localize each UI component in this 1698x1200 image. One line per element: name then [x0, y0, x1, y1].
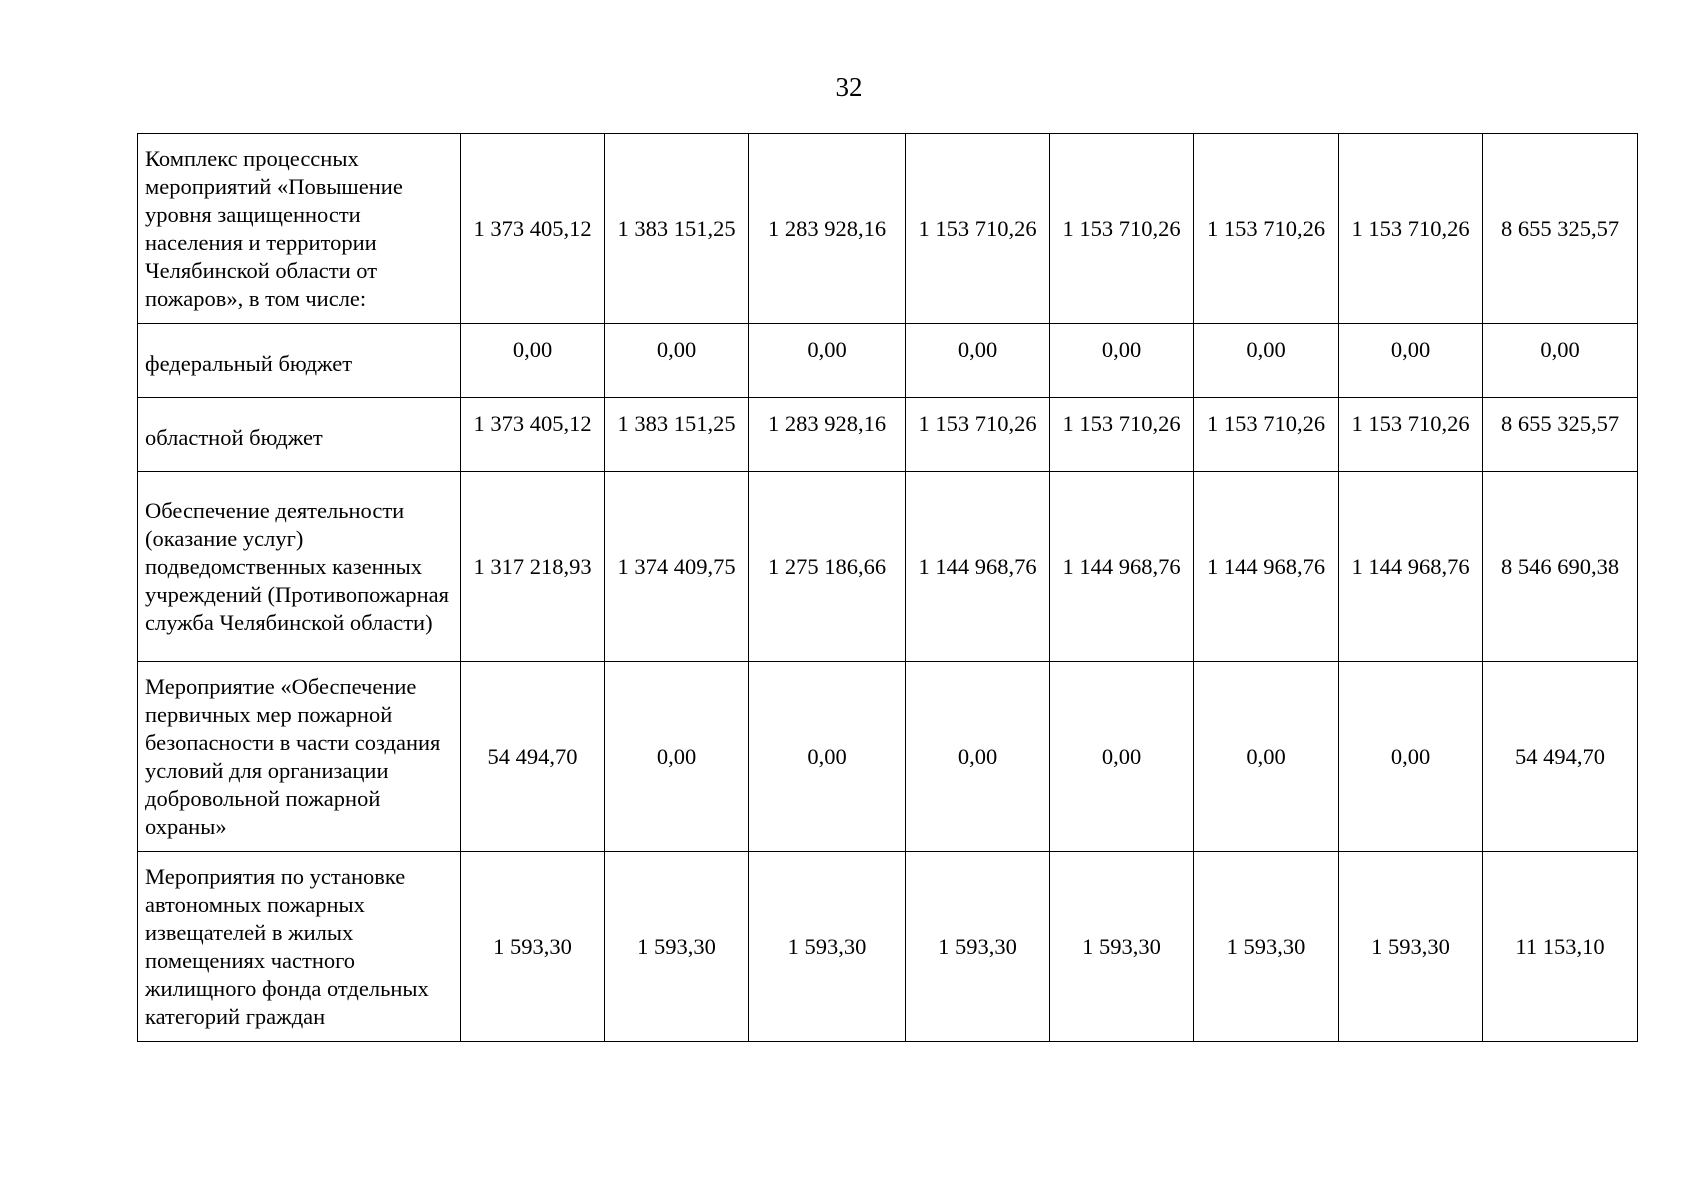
- row-label: Мероприятие «Обеспечение первичных мер пожарной безопасности в части создания условий для организации добровольной пожарной охраны»: [138, 662, 461, 852]
- table-cell: 0,00: [1194, 662, 1339, 852]
- table-cell: 0,00: [1050, 324, 1194, 398]
- table-cell: 1 373 405,12: [461, 134, 605, 324]
- table-cell: 0,00: [1050, 662, 1194, 852]
- table-cell-total: 8 546 690,38: [1483, 472, 1638, 662]
- table-cell-total: 0,00: [1483, 324, 1638, 398]
- table-cell: 1 593,30: [1194, 852, 1339, 1042]
- row-label: Комплекс процессных мероприятий «Повышение уровня защищенности населения и территории Челябинской области от пожаров», в том числе:: [138, 134, 461, 324]
- table-cell: 1 153 710,26: [1339, 398, 1483, 472]
- table-cell: 1 593,30: [1050, 852, 1194, 1042]
- table-cell: 1 593,30: [906, 852, 1050, 1042]
- table-cell: 1 374 409,75: [605, 472, 749, 662]
- table-cell: 0,00: [1339, 324, 1483, 398]
- table-cell: 1 373 405,12: [461, 398, 605, 472]
- table-cell: 1 593,30: [605, 852, 749, 1042]
- table-row: [138, 134, 1638, 324]
- table-cell: 54 494,70: [461, 662, 605, 852]
- table-cell: 1 593,30: [461, 852, 605, 1042]
- table-cell-total: 8 655 325,57: [1483, 398, 1638, 472]
- table-cell: 1 153 710,26: [1194, 134, 1339, 324]
- table-cell: 0,00: [461, 324, 605, 398]
- table-cell: 0,00: [605, 662, 749, 852]
- table-cell: 1 283 928,16: [749, 134, 906, 324]
- budget-table: [137, 133, 1638, 1042]
- row-label: областной бюджет: [138, 398, 461, 472]
- table-cell: 1 383 151,25: [605, 134, 749, 324]
- table-cell: 1 153 710,26: [1050, 134, 1194, 324]
- table-cell: 1 153 710,26: [1194, 398, 1339, 472]
- table-cell: 0,00: [906, 324, 1050, 398]
- table-cell: 0,00: [906, 662, 1050, 852]
- row-label: Мероприятия по установке автономных пожарных извещателей в жилых помещениях частного жилищного фонда отдельных категорий граждан: [138, 852, 461, 1042]
- table-cell: 1 153 710,26: [906, 398, 1050, 472]
- table-cell: 1 593,30: [1339, 852, 1483, 1042]
- table-row: [138, 662, 1638, 852]
- table-cell: 0,00: [749, 662, 906, 852]
- table-cell: 1 593,30: [749, 852, 906, 1042]
- table-cell: 0,00: [605, 324, 749, 398]
- table-cell: 1 144 968,76: [1339, 472, 1483, 662]
- table-cell: 0,00: [749, 324, 906, 398]
- table-cell: 1 383 151,25: [605, 398, 749, 472]
- page-number: 32: [835, 72, 863, 102]
- table-row: [138, 852, 1638, 1042]
- table-cell: 0,00: [1339, 662, 1483, 852]
- table-cell: 1 317 218,93: [461, 472, 605, 662]
- table-row: [138, 398, 1638, 472]
- table-cell: 1 153 710,26: [1339, 134, 1483, 324]
- table-cell: 1 275 186,66: [749, 472, 906, 662]
- row-label: федеральный бюджет: [138, 324, 461, 398]
- table-cell: 0,00: [1194, 324, 1339, 398]
- table-row: [138, 472, 1638, 662]
- table-cell-total: 11 153,10: [1483, 852, 1638, 1042]
- table-cell: 1 144 968,76: [1194, 472, 1339, 662]
- table-cell: 1 144 968,76: [1050, 472, 1194, 662]
- table-cell-total: 54 494,70: [1483, 662, 1638, 852]
- table-cell: 1 283 928,16: [749, 398, 906, 472]
- table-cell: 1 153 710,26: [906, 134, 1050, 324]
- table-cell: 1 144 968,76: [906, 472, 1050, 662]
- table-cell-total: 8 655 325,57: [1483, 134, 1638, 324]
- table-cell: 1 153 710,26: [1050, 398, 1194, 472]
- row-label: Обеспечение деятельности (оказание услуг) подведомственных казенных учреждений (Противопожарная служба Челябинской области): [138, 472, 461, 662]
- table-row: [138, 324, 1638, 398]
